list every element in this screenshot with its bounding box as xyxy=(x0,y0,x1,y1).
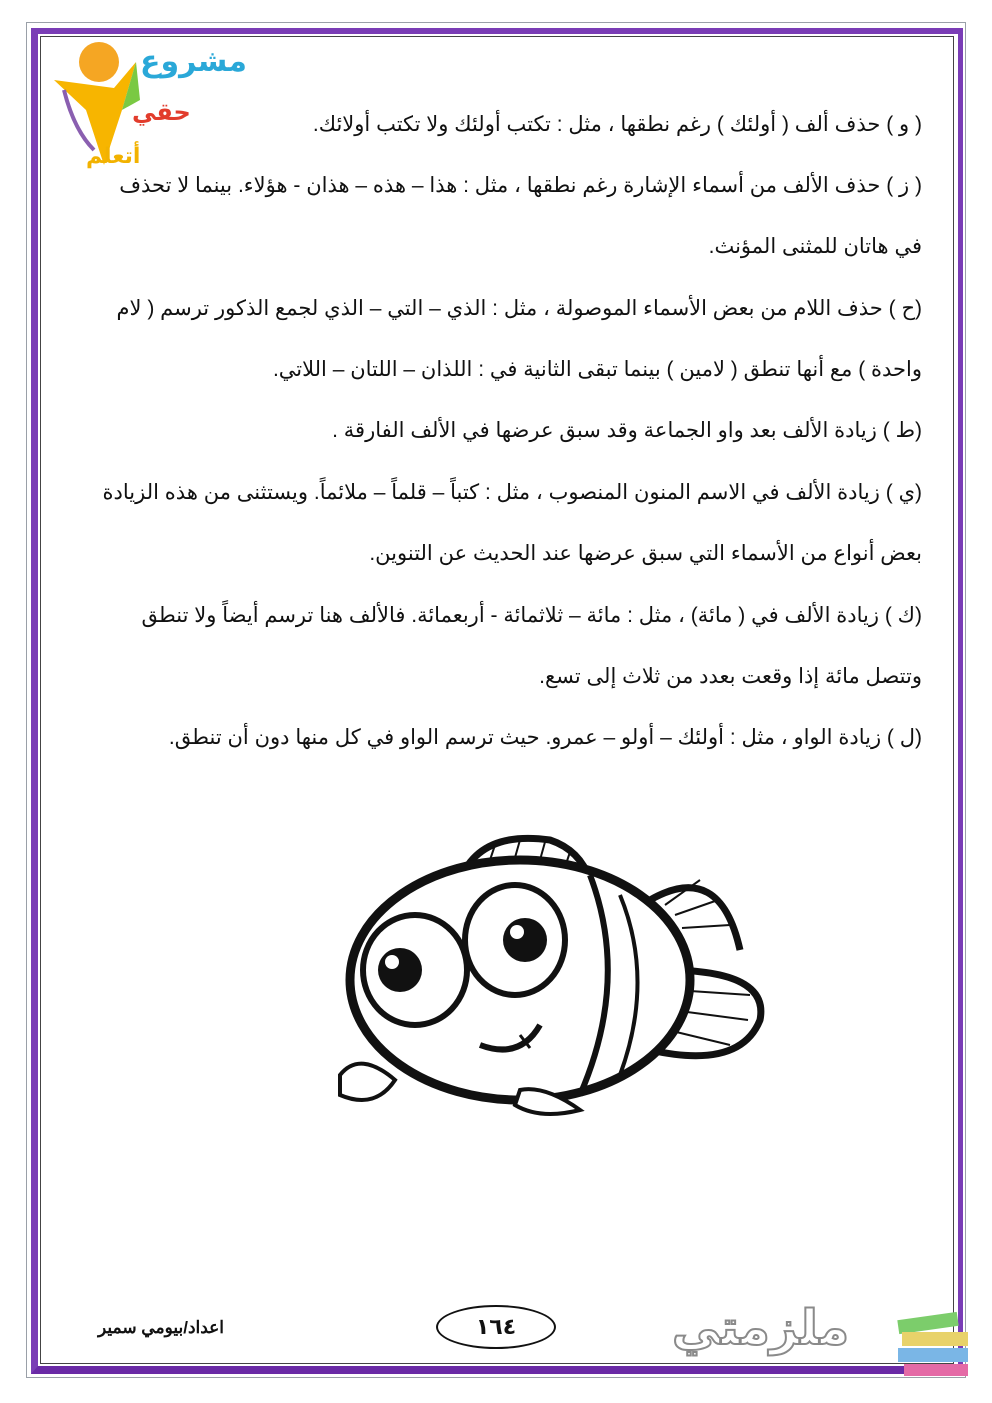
logo-tagline: أتعلم xyxy=(86,144,141,169)
text-line: (ك ) زيادة الألف في ( مائة) ، مثل : مائة – ثلاثمائة - أربعمائة. فالألف هنا ترسم أيضاً ولا تنطق xyxy=(141,604,922,627)
logo-title: مشروع xyxy=(140,44,247,79)
text-line: وتتصل مائة إذا وقعت بعدد من ثلاث إلى تسع. xyxy=(539,665,922,688)
text-line: (ي ) زيادة الألف في الاسم المنون المنصوب ، مثل : كتباً – قلماً – ملائماً. ويستثنى من هذه الزيادة xyxy=(102,481,922,504)
page-number: ١٦٤ xyxy=(436,1305,556,1349)
text-line: (ل ) زيادة الواو ، مثل : أولئك – أولو – عمرو. حيث ترسم الواو في كل منها دون أن تنطق. xyxy=(168,726,922,749)
fish-illustration-icon xyxy=(320,820,780,1120)
text-line: في هاتان للمثنى المؤنث. xyxy=(708,235,922,258)
author-credit: اعداد/بيومي سمير xyxy=(98,1318,225,1337)
text-line: بعض أنواع من الأسماء التي سبق عرضها عند الحديث عن التنوين. xyxy=(369,542,922,565)
brand-logo-text: ملزمتي xyxy=(672,1300,850,1356)
text-line: (ط ) زيادة الألف بعد واو الجماعة وقد سبق عرضها في الألف الفارقة . xyxy=(332,419,922,442)
text-line: ( ز ) حذف الألف من أسماء الإشارة رغم نطقها ، مثل : هذا – هذه – هذان - هؤلاء. بينما لا تحذف xyxy=(119,174,922,197)
text-line: واحدة ) مع أنها تنطق ( لامين ) بينما تبقى الثانية في : اللذان – اللتان – اللاتي. xyxy=(272,358,922,381)
text-line: ( و ) حذف ألف ( أولئك ) رغم نطقها ، مثل : تكتب أولئك ولا تكتب أولائك. xyxy=(312,113,922,136)
logo-subtitle: حقي xyxy=(132,98,191,126)
text-line: (ح ) حذف اللام من بعض الأسماء الموصولة ، مثل : الذي – التي – الذي لجمع الذكور ترسم ( لام xyxy=(116,297,922,320)
